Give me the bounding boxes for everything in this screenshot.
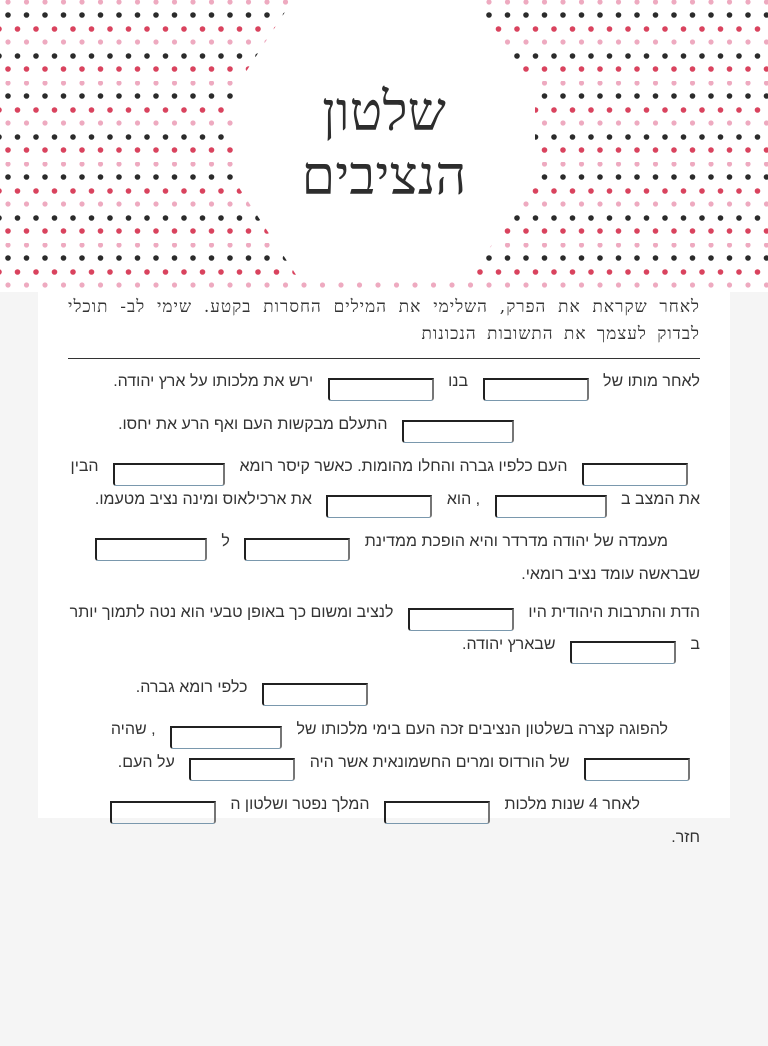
paragraph-4 [68,528,700,589]
text-segment: כלפי רומא גברה. [135,678,248,696]
text-segment: העם כלפיו גברה והחלו מהומות. כאשר קיסר רומא [239,458,568,475]
text-segment: , שהיה [110,721,156,738]
blank-input[interactable] [408,608,514,631]
blank-input[interactable] [495,495,607,518]
text-segment: התעלם מבקשות העם ואף הרע את יחסו. [118,415,388,433]
text-segment: לנציב ומשום כך באופן טבעי הוא נטה לתמוך יותר ב [69,603,700,653]
paragraph-1 [68,368,700,401]
blank-input[interactable] [189,758,295,781]
blank-input[interactable] [244,538,350,561]
page-title [233,80,535,208]
blank-input[interactable] [113,463,225,486]
fill-in-passage [68,368,700,862]
text-segment: לאחר מותו של [602,373,700,390]
text-segment: על העם. [117,753,175,771]
paragraph-5 [68,599,700,664]
blank-input[interactable] [328,378,434,401]
blank-input[interactable] [384,801,490,824]
text-segment: שבראשה עומד נציב רומאי. [521,565,700,583]
paragraph-6 [68,674,700,707]
text-segment: בנו [448,373,469,390]
worksheet-card [38,288,730,846]
blank-input[interactable] [402,420,514,443]
blank-input[interactable] [95,538,207,561]
text-segment: לאחר 4 שנות מלכות [504,796,640,813]
blank-input[interactable] [110,801,216,824]
title-line-1: שלטון [322,80,446,143]
blank-input[interactable] [582,463,688,486]
text-segment: שבארץ יהודה. [462,636,556,653]
paragraph-8 [68,791,700,852]
paragraph-3 [68,453,700,518]
text-segment: הדת והתרבות היהודית היו [528,603,700,621]
text-segment: להפוגה קצרה בשלטון הנציבים זכה העם בימי מלכותו של [296,721,668,738]
text-segment: חזר. [671,828,700,846]
title-line-2: הנציבים [301,144,467,207]
blank-input[interactable] [170,726,282,749]
text-segment: של הורדוס ומרים החשמונאית אשר היה [309,753,570,771]
text-segment: הבין [70,458,99,475]
paragraph-7 [68,716,700,781]
text-segment: מעמדה של יהודה מדרדר והיא הופכת ממדינת [364,533,668,550]
paragraph-2 [68,411,700,444]
blank-input[interactable] [326,495,432,518]
text-segment: ירש את מלכותו על ארץ יהודה. [113,373,314,390]
text-segment: את ארכילאוס ומינה נציב מטעמו. [94,490,312,508]
blank-input[interactable] [483,378,589,401]
text-segment: , הוא [446,490,481,508]
blank-input[interactable] [584,758,690,781]
text-segment: את המצב ב [621,490,700,508]
text-segment: ל [221,533,230,550]
blank-input[interactable] [570,641,676,664]
header-banner [0,0,768,292]
instructions-text: לאחר שקראת את הפרק, השלימי את המילים החסרות בקטע. שימי לב- תוכלי לבדוק לעצמך את התשובות הנכונות [68,294,700,359]
text-segment: המלך נפטר ושלטון ה [230,796,370,813]
blank-input[interactable] [262,683,368,706]
